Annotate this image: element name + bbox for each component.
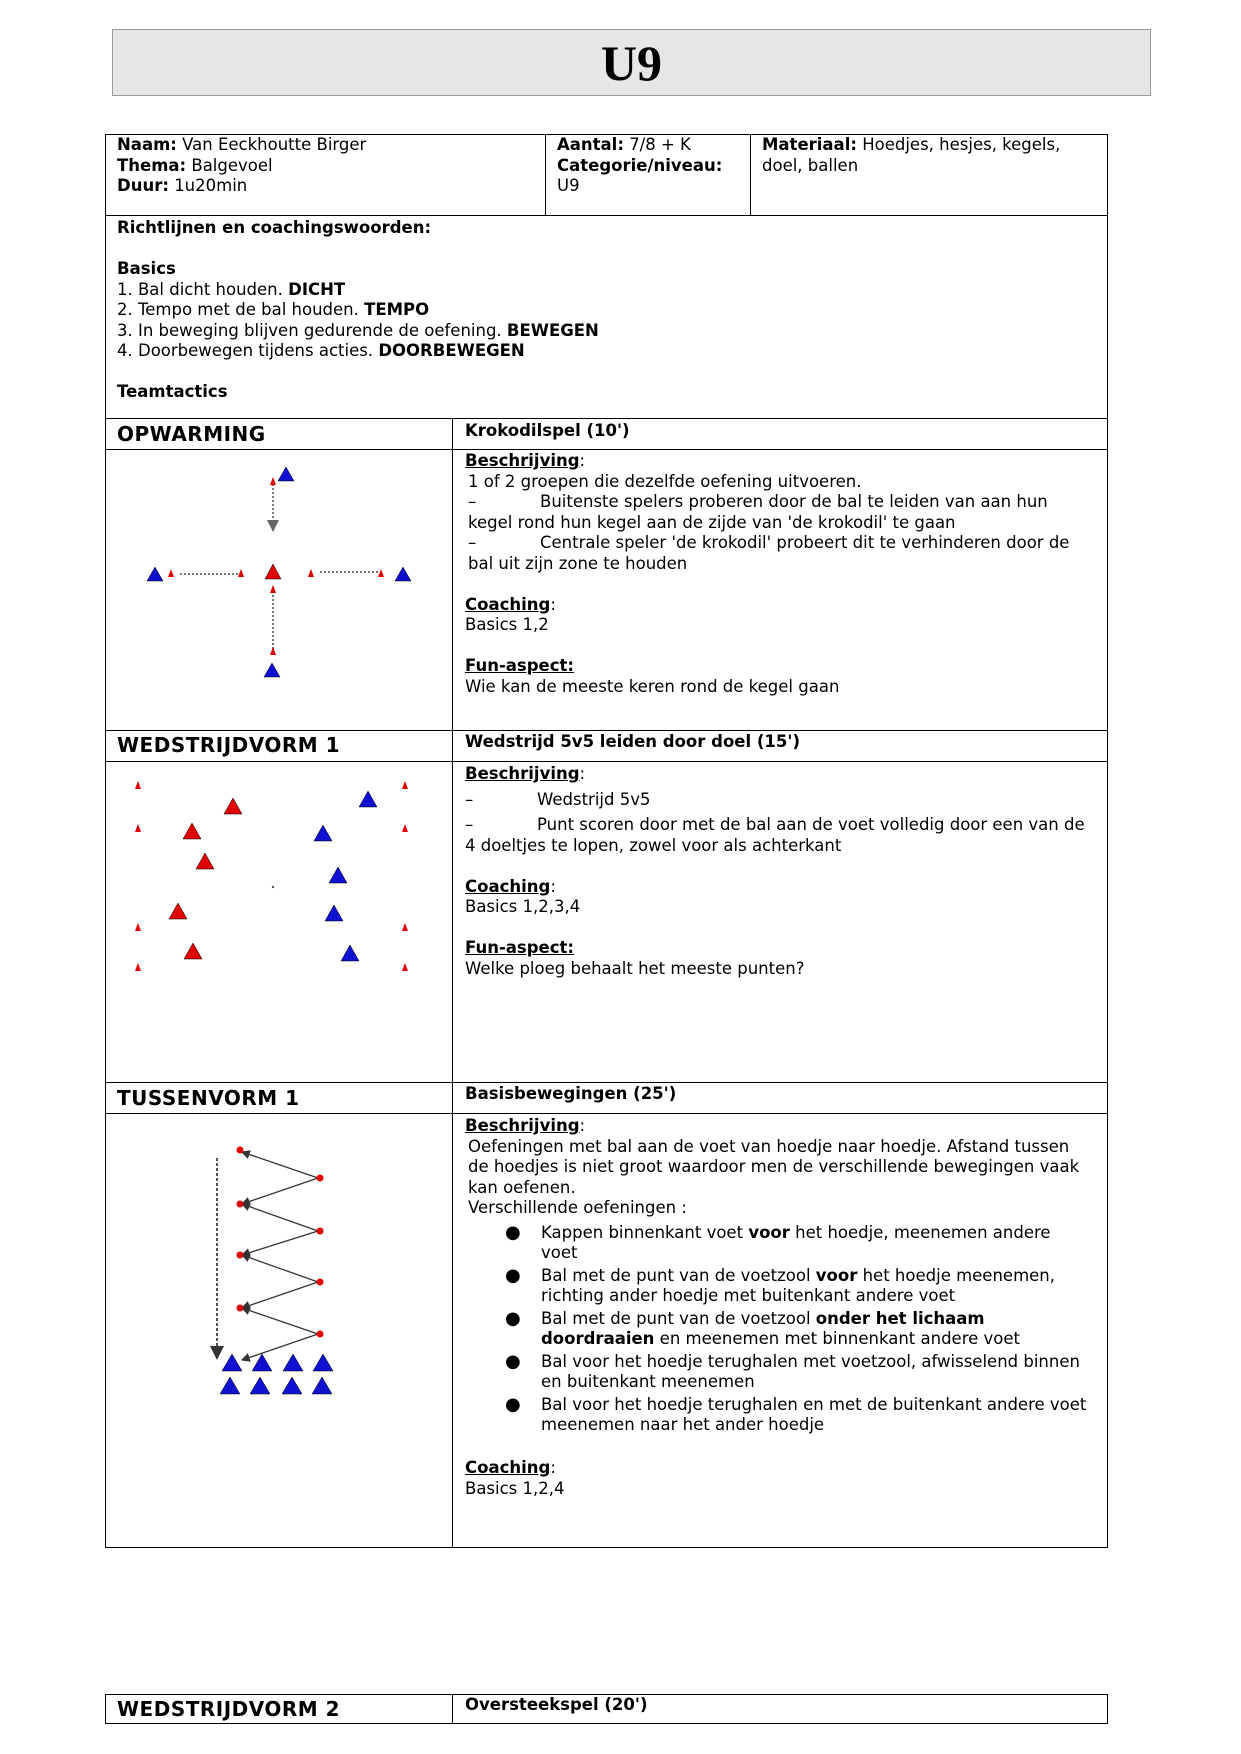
guidelines-content <box>117 218 1097 403</box>
beschrijving-label: Beschrijving <box>465 451 580 470</box>
blue-player-icon <box>312 1377 332 1394</box>
naam-label: Naam: <box>117 135 177 154</box>
blue-player-icon <box>329 867 347 883</box>
red-player-icon <box>265 564 281 579</box>
divider <box>750 134 751 216</box>
info-left <box>117 135 537 197</box>
cone-icon <box>168 569 174 577</box>
divider <box>452 1694 453 1724</box>
duur-value: 1u20min <box>174 176 248 195</box>
list-item: ● Kappen binnenkant voet voor het hoedje, meenemen andere voet <box>505 1221 1051 1262</box>
red-player-icon <box>169 903 187 919</box>
cone-icon <box>270 477 276 485</box>
materiaal-label: Materiaal: <box>762 135 857 154</box>
wedstrijdvorm1-exercise: Wedstrijd 5v5 leiden door doel (15') <box>465 732 800 751</box>
blue-player-icon <box>147 567 163 581</box>
thema-label: Thema: <box>117 155 187 175</box>
blue-player-icon <box>282 1377 302 1394</box>
cone-icon <box>237 1252 244 1259</box>
cone-icon <box>237 1305 244 1312</box>
bullet-icon: ● <box>505 1350 521 1372</box>
coaching-value: Basics 1,2,4 <box>465 1478 565 1498</box>
fun-label: Fun-aspect: <box>465 938 575 957</box>
cone-icon <box>402 781 408 789</box>
tussenvorm1-text: Beschrijving: Oefeningen met bal aan de voet van hoedje naar hoedje. Afstand tussen de hoedjes is niet groot waardoor men de verschillende bewegingen vaak kan oefenen. Verschillende oefeningen : ● Kappen binnenkant voet voor het hoedje, meenemen andere voet ● Bal met de punt van de voetzool voor het hoedje meenemen, richting ander hoedje met buitenkant andere voet ● Bal met de punt van de voetzool onder het lichaam doordraaien en meenemen met binnenkant andere voet ● Bal voor het hoedje terughalen met voetzool, afwisselend binnen en buitenkant meenemen ● Bal voor het hoedje terughalen en met de buitenkant andere voet meenemen naar het ander hoedje Coaching: Basics 1,2,4 <box>465 1116 1100 1499</box>
materiaal-value: Hoedjes, hesjes, kegels, <box>862 135 1061 154</box>
categorie-label: Categorie/niveau: <box>557 155 723 175</box>
desc-item: – Wedstrijd 5v5 <box>465 789 651 809</box>
red-player-icon <box>224 798 242 814</box>
red-player-icon <box>183 823 201 839</box>
cone-icon <box>402 923 408 931</box>
coaching-label: Coaching <box>465 594 551 614</box>
categorie-value: U9 <box>557 176 580 195</box>
blue-player-icon <box>278 467 294 481</box>
opwarming-diagram <box>110 455 445 695</box>
coaching-value: Basics 1,2 <box>465 615 549 634</box>
basic-item: 2. Tempo met de bal houden. TEMPO <box>117 300 430 319</box>
guidelines-heading: Richtlijnen en coachingswoorden: <box>117 218 432 237</box>
blue-player-icon <box>264 663 280 677</box>
bullet-icon: ● <box>505 1307 521 1329</box>
divider <box>545 134 546 216</box>
wedstrijdvorm2-exercise: Oversteekspel (20') <box>465 1695 648 1714</box>
cone-icon <box>308 569 314 577</box>
blue-player-icon <box>252 1354 272 1371</box>
blue-player-icon <box>325 905 343 921</box>
wedstrijdvorm1-diagram <box>110 765 445 985</box>
bullet-icon: ● <box>505 1221 521 1243</box>
opwarming-exercise: Krokodilspel (10') <box>465 421 630 440</box>
desc-item: – Buitenste spelers proberen door de bal te leiden van aan hun <box>468 492 1048 511</box>
list-item: ● Bal voor het hoedje terughalen en met de buitenkant andere voet meenemen naar het ander hoedje <box>505 1393 1087 1434</box>
info-right <box>762 135 1102 176</box>
naam-value: Van Eeckhoutte Birger <box>182 135 367 154</box>
cone-icon <box>402 824 408 832</box>
opwarming-title: OPWARMING <box>117 422 266 446</box>
blue-player-icon <box>314 825 332 841</box>
beschrijving-label: Beschrijving <box>465 1116 580 1135</box>
cone-icon <box>317 1331 324 1338</box>
wedstrijdvorm2-title: WEDSTRIJDVORM 2 <box>117 1697 341 1721</box>
basic-item: 1. Bal dicht houden. DICHT <box>117 279 346 299</box>
page-title-box <box>112 29 1151 96</box>
cone-icon <box>402 963 408 971</box>
coaching-label: Coaching <box>465 1458 551 1477</box>
blue-player-icon <box>313 1354 333 1371</box>
cone-icon <box>317 1228 324 1235</box>
desc-item-cont: bal uit zijn zone te houden <box>468 553 688 573</box>
fun-label: Fun-aspect: <box>465 656 575 675</box>
desc-line: Verschillende oefeningen : <box>468 1198 687 1217</box>
blue-player-icon <box>359 791 377 807</box>
blue-player-icon <box>220 1377 240 1394</box>
fun-value: Wie kan de meeste keren rond de kegel gaan <box>465 676 840 696</box>
cone-icon <box>317 1175 324 1182</box>
cone-icon <box>135 781 141 789</box>
info-middle <box>557 135 747 197</box>
list-item: ● Bal voor het hoedje terughalen met voetzool, afwisselend binnen en buitenkant meenemen <box>505 1350 1080 1391</box>
desc-line: Oefeningen met bal aan de voet van hoedje naar hoedje. Afstand tussen <box>468 1136 1070 1156</box>
bullet-icon: ● <box>505 1393 521 1415</box>
aantal-value: 7/8 + K <box>629 135 691 154</box>
thema-value: Balgevoel <box>191 155 273 175</box>
blue-player-icon <box>283 1354 303 1371</box>
list-item: ● Bal met de punt van de voetzool onder het lichaam doordraaien en meenemen met binnenkant andere voet <box>505 1307 1021 1348</box>
page-title: U9 <box>600 34 663 91</box>
materiaal-value-2: doel, ballen <box>762 155 859 175</box>
blue-player-icon <box>341 945 359 961</box>
cone-icon <box>270 647 276 655</box>
list-item: ● Bal met de punt van de voetzool voor het hoedje meenemen, richting ander hoedje met buitenkant andere voet <box>505 1264 1055 1305</box>
basic-item: 4. Doorbewegen tijdens acties. DOORBEWEGEN <box>117 341 525 360</box>
bullet-icon: ● <box>505 1264 521 1286</box>
exercise-list <box>465 1223 1100 1436</box>
tussenvorm1-exercise: Basisbewegingen (25') <box>465 1084 677 1103</box>
tussenvorm1-title: TUSSENVORM 1 <box>117 1086 300 1110</box>
cone-icon <box>238 569 244 577</box>
cone-icon <box>237 1147 244 1154</box>
cone-icon <box>270 585 276 593</box>
fun-value: Welke ploeg behaalt het meeste punten? <box>465 958 805 978</box>
red-player-icon <box>184 943 202 959</box>
desc-item-cont: 4 doeltjes te lopen, zowel voor als achterkant <box>465 835 842 855</box>
opwarming-text: Beschrijving: 1 of 2 groepen die dezelfde oefening uitvoeren. – Buitenste spelers proberen door de bal te leiden van aan hun kegel rond hun kegel aan de zijde van 'de krokodil' te gaan – Centrale speler 'de krokodil' probeert dit te verhinderen door de bal uit zijn zone te houden Coaching: Basics 1,2 Fun-aspect: Wie kan de meeste keren rond de kegel gaan <box>465 451 1095 697</box>
desc-intro: 1 of 2 groepen die dezelfde oefening uitvoeren. <box>468 471 862 491</box>
cone-icon <box>135 963 141 971</box>
desc-item: – Punt scoren door met de bal aan de voet volledig door een van de <box>465 815 1085 834</box>
duur-label: Duur: <box>117 176 169 195</box>
red-player-icon <box>196 853 214 869</box>
teamtactics-heading: Teamtactics <box>117 382 228 401</box>
coaching-label: Coaching <box>465 876 551 896</box>
desc-item: – Centrale speler 'de krokodil' probeert dit te verhinderen door de <box>468 533 1070 552</box>
cone-icon <box>135 923 141 931</box>
desc-line: de hoedjes is niet groot waardoor men de verschillende bewegingen vaak <box>468 1157 1080 1176</box>
cone-icon <box>378 569 384 577</box>
desc-item-cont: kegel rond hun kegel aan de zijde van 'de krokodil' te gaan <box>468 512 956 532</box>
ball-icon <box>272 886 274 888</box>
beschrijving-label: Beschrijving <box>465 764 580 783</box>
wedstrijdvorm1-text: Beschrijving: – Wedstrijd 5v5 – Punt scoren door met de bal aan de voet volledig door een van de 4 doeltjes te lopen, zowel voor als achterkant Coaching: Basics 1,2,3,4 Fun-aspect: Welke ploeg behaalt het meeste punten? <box>465 764 1095 979</box>
basic-item: 3. In beweging blijven gedurende de oefening. BEWEGEN <box>117 320 599 340</box>
blue-player-icon <box>395 567 411 581</box>
cone-icon <box>317 1279 324 1286</box>
blue-player-icon <box>222 1354 242 1371</box>
desc-line: kan oefenen. <box>468 1177 576 1197</box>
blue-player-icon <box>250 1377 270 1394</box>
wedstrijdvorm1-title: WEDSTRIJDVORM 1 <box>117 733 341 757</box>
cone-icon <box>135 824 141 832</box>
basics-heading: Basics <box>117 259 176 278</box>
coaching-value: Basics 1,2,3,4 <box>465 897 581 916</box>
cone-icon <box>237 1201 244 1208</box>
tussenvorm1-diagram <box>110 1130 445 1400</box>
aantal-label: Aantal: <box>557 135 624 154</box>
